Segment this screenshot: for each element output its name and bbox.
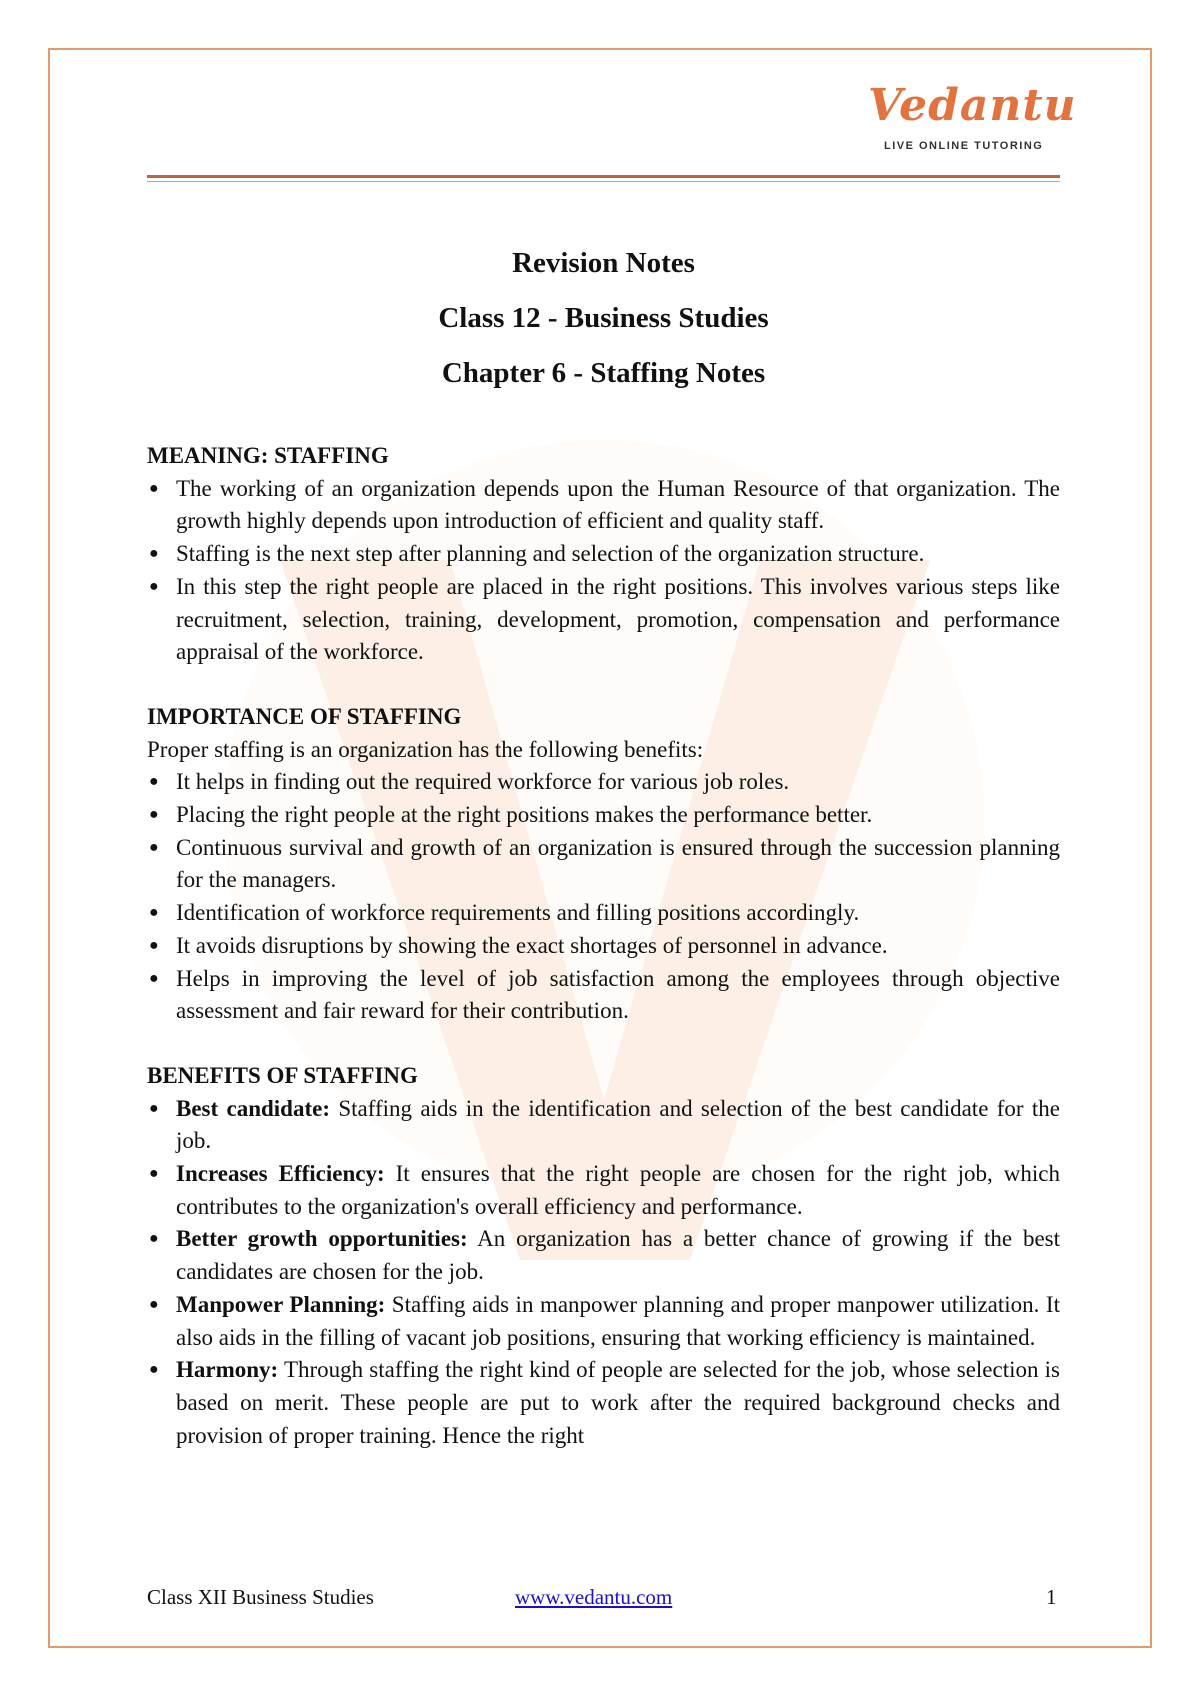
section-importance <box>147 701 1060 1028</box>
bullet-list <box>147 473 1060 669</box>
title-block <box>147 236 1060 401</box>
section-intro: Proper staffing is an organization has the following benefits: <box>147 736 704 762</box>
list-item: ● Better growth opportunities: An organization has a better chance of growing if the best candidates are chosen for the job. <box>147 1223 1060 1288</box>
footer-course: Class XII Business Studies <box>147 1585 374 1609</box>
page-number: 1 <box>1046 1585 1057 1609</box>
header-rule <box>147 175 1060 178</box>
footer-website-link[interactable]: www.vedantu.com <box>515 1585 673 1609</box>
logo-wordmark: Vedantu <box>868 80 1077 131</box>
doc-subtitle: Class 12 - Business Studies <box>438 302 769 334</box>
section-benefits <box>147 1060 1060 1452</box>
list-item: ● Identification of workforce requirements and filling positions accordingly. <box>147 897 1060 930</box>
list-item: ● In this step the right people are placed in the right positions. This involves various steps like recruitment, selection, training, development, promotion, compensation and performance appraisal of the workforce. <box>147 571 1060 669</box>
section-heading: IMPORTANCE OF STAFFING <box>147 703 462 729</box>
list-item: ● The working of an organization depends upon the Human Resource of that organization. The growth highly depends upon introduction of efficient and quality staff. <box>147 473 1060 538</box>
doc-title: Revision Notes <box>512 247 695 279</box>
bullet-list <box>147 766 1060 1028</box>
chapter-title: Chapter 6 - Staffing Notes <box>441 357 766 389</box>
list-item: ● It helps in finding out the required workforce for various job roles. <box>147 766 1060 799</box>
list-item: ● Placing the right people at the right positions makes the performance better. <box>147 799 1060 832</box>
list-item: ● Manpower Planning: Staffing aids in manpower planning and proper manpower utilization. It also aids in the filling of vacant job positions, ensuring that working efficiency is maintained. <box>147 1289 1060 1354</box>
list-item: ● It avoids disruptions by showing the exact shortages of personnel in advance. <box>147 930 1060 963</box>
section-heading: BENEFITS OF STAFFING <box>147 1062 418 1088</box>
list-item: ● Staffing is the next step after planning and selection of the organization structure. <box>147 538 1060 571</box>
list-item: ● Helps in improving the level of job satisfaction among the employees through objective assessment and fair reward for their contribution. <box>147 963 1060 1028</box>
header-rule-thin <box>147 181 1060 182</box>
list-item: ● Best candidate: Staffing aids in the identification and selection of the best candidate for the job. <box>147 1093 1060 1158</box>
section-heading: MEANING: STAFFING <box>147 443 389 468</box>
vedantu-logo <box>868 80 1077 156</box>
bullet-list <box>147 1093 1060 1453</box>
notes-content <box>147 440 1060 1452</box>
list-item: ● Increases Efficiency: It ensures that the right people are chosen for the right job, which contributes to the organization's overall efficiency and performance. <box>147 1158 1060 1223</box>
logo-tagline: LIVE ONLINE TUTORING <box>884 140 1044 152</box>
section-meaning <box>147 440 1060 669</box>
list-item: ● Continuous survival and growth of an organization is ensured through the succession planning for the managers. <box>147 832 1060 897</box>
list-item: ● Harmony: Through staffing the right kind of people are selected for the job, whose selection is based on merit. These people are put to work after the required background checks and provision of proper training. Hence the right <box>147 1354 1060 1452</box>
